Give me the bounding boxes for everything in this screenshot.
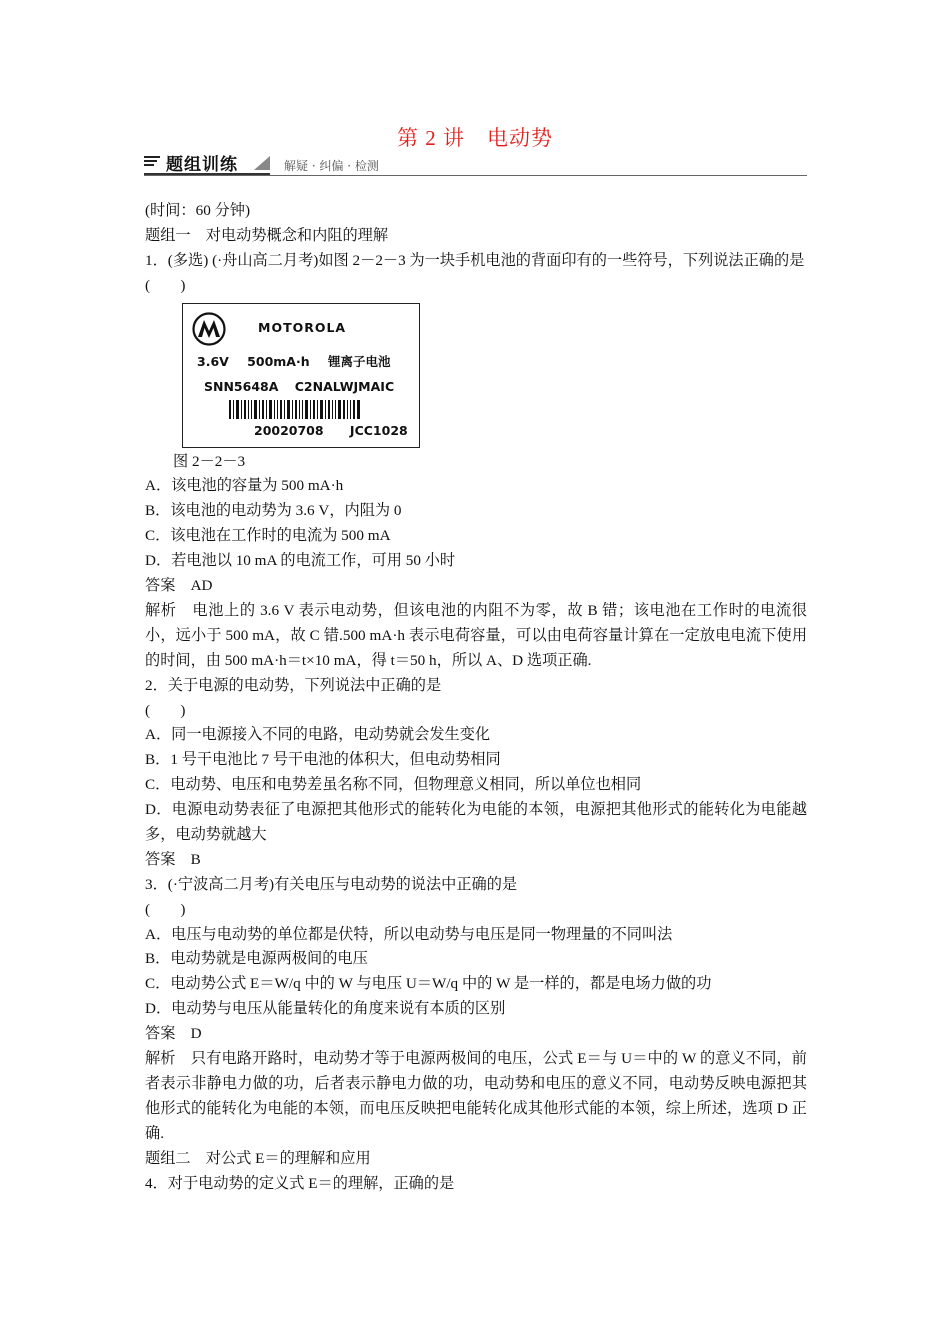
figure-caption: 图 2－2－3 [173,452,246,470]
question-2-option-a: A．同一电源接入不同的电路，电动势就会发生变化 [145,726,491,744]
group-heading-1: 题组一 对电动势概念和内阻的理解 [145,226,388,244]
group-heading-2: 题组二 对公式 E＝的理解和应用 [145,1149,371,1167]
question-2-option-b: B．1 号干电池比 7 号干电池的体积大，但电动势相同 [145,751,501,769]
question-2-option-c: C．电动势、电压和电势差虽名称不同，但物理意义相同，所以单位也相同 [145,776,642,794]
banner-subtitle: 解疑 · 纠偏 · 检测 [284,159,379,173]
banner-label: 题组训练 [166,155,238,175]
battery-dates: 20020708 JCC1028 [254,422,408,438]
battery-code: SNN5648A C2NALWJMAIC [204,378,395,394]
question-2-stem: 2．关于电源的电动势，下列说法中正确的是 [145,676,442,694]
question-4-stem: 4．对于电动势的定义式 E＝的理解，正确的是 [145,1174,455,1192]
question-3-option-b: B．电动势就是电源两极间的电压 [145,950,368,968]
question-1-option-d: D．若电池以 10 mA 的电流工作，可用 50 小时 [145,552,456,570]
question-1-option-c: C．该电池在工作时的电流为 500 mA [145,527,391,545]
question-1-option-a: A．该电池的容量为 500 mA·h [145,477,344,495]
exercise-content [145,199,807,1196]
question-3-option-a: A．电压与电动势的单位都是伏特，所以电动势与电压是同一物理量的不同叫法 [145,925,673,943]
question-1-option-b: B．该电池的电动势为 3.6 V，内阻为 0 [145,502,402,520]
question-2-answer: 答案 B [145,850,201,868]
battery-brand: MOTOROLA [258,319,347,335]
motorola-logo-icon [192,312,226,346]
question-3-answer: 答案 D [145,1025,202,1043]
question-1-stem: 1．(多选) (·舟山高二月考)如图 2－2－3 为一块手机电池的背面印有的一些符号，下列说法正确的是 [145,251,805,269]
question-3-option-d: D．电动势与电压从能量转化的角度来说有本质的区别 [145,1000,506,1018]
question-1-analysis: 解析 电池上的 3.6 V 表示电动势，但该电池的内阻不为零，故 B 错；该电池在工作时的电流很小，远小于 500 mA，故 C 错.500 mA·h 表示电荷容量，可以由电荷容量计算在一定放电电流下使用的时间，由 500 mA·h＝t×10 mA，得 t＝50 h，所以 A、D 选项正确. [145,601,807,669]
question-2-option-d: D．电源电动势表征了电源把其他形式的能转化为电能的本领，电源把其他形式的能转化为电能越多，电动势就越大 [145,801,807,843]
question-1-paren: ( ) [145,276,186,294]
battery-spec: 3.6V 500mA·h 锂离子电池 [197,353,391,369]
banner-stripes-icon [144,156,160,168]
lesson-title: 第 2 讲 电动势 [397,126,553,150]
time-note: (时间：60 分钟) [145,202,251,219]
question-2-paren: ( ) [145,701,186,719]
question-3-paren: ( ) [145,900,186,918]
question-3-option-c: C．电动势公式 E＝W/q 中的 W 与电压 U＝W/q 中的 W 是一样的，都是电场力做的功 [145,975,712,993]
question-3-analysis: 解析 只有电路开路时，电动势才等于电源两极间的电压，公式 E＝与 U＝中的 W 的意义不同，前者表示非静电力做的功，后者表示静电力做的功，电动势和电压的意义不同，电动势反映电源把其他形式的能转化为电能的本领，而电压反映把电能转化成其他形式能的本领，综上所述，选项 D 正确. [145,1050,807,1142]
barcode [229,400,362,419]
question-3-stem: 3．(·宁波高二月考)有关电压与电动势的说法中正确的是 [145,875,518,893]
battery-label-figure [182,303,420,448]
section-banner [144,150,807,180]
banner-underline [144,175,807,176]
banner-triangle-icon [254,156,270,170]
question-1-answer: 答案 AD [145,577,213,595]
